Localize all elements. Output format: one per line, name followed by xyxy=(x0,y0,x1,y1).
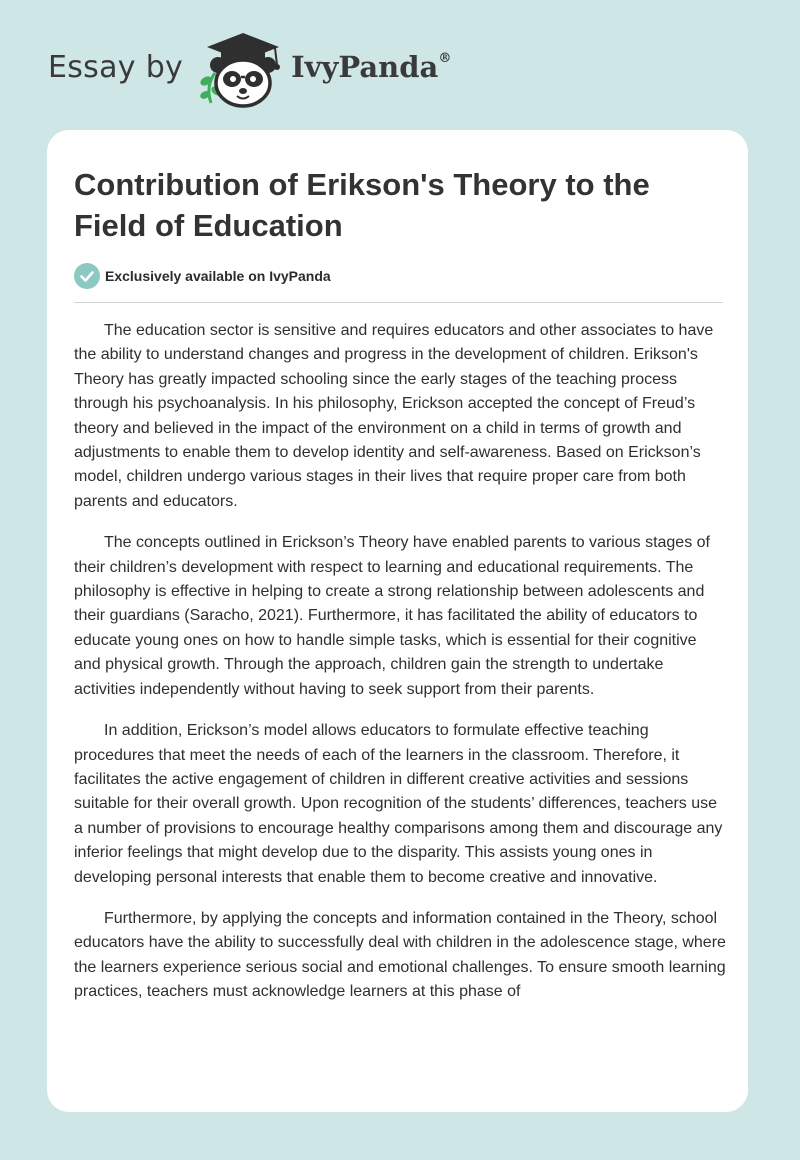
title-divider xyxy=(74,302,723,303)
panda-graduate-icon xyxy=(197,31,289,109)
essay-paragraph: The concepts outlined in Erickson’s Theory have enabled parents to various stages of their children’s development with respect to learning and educational requirements. The philosophy is effective in helping to create a strong relationship between adolescents and their guardians (Saracho, 2021). Furthermore, it has facilitated the ability of educators to educate young ones on how to handle simple tasks, which is essential for their cognitive and physical growth. Through the approach, children gain the strength to undertake activities independently without having to seek support from their parents. xyxy=(74,534,710,698)
check-circle-icon xyxy=(74,263,100,289)
site-header-brand[interactable] xyxy=(48,30,451,110)
essay-paragraph: Furthermore, by applying the concepts and information contained in the Theory, school educators have the ability to successfully deal with children in the adolescence stage, where the learners experience serious social and emotional challenges. To ensure smooth learning practices, teachers must acknowledge learners at this phase of xyxy=(74,909,726,1001)
registered-mark: ® xyxy=(438,51,452,67)
essay-by-label: Essay by xyxy=(48,49,184,85)
essay-paragraph: In addition, Erickson’s model allows educators to formulate effective teaching procedures that meet the needs of each of the learners in the classroom. Therefore, it facilitates the active engagement of children in different creative activities and sessions suitable for their overall growth. Upon recognition of the students’ differences, teachers use a number of provisions to encourage healthy comparisons among them and discourage any inferior feelings that might develop due to the disparity. This assists young ones in developing personal interests that enable them to become creative and innovative. xyxy=(74,722,723,886)
exclusive-badge-text: Exclusively available on IvyPanda xyxy=(105,268,331,284)
brand-name xyxy=(291,50,451,84)
essay-card xyxy=(47,130,748,1112)
brand-name-text: IvyPanda xyxy=(291,50,439,84)
essay-title: Contribution of Erikson's Theory to the Field of Education xyxy=(74,167,650,243)
essay-body xyxy=(74,319,726,1022)
essay-paragraph: The education sector is sensitive and requires educators and other associates to have the ability to understand changes and progress in the development of children. Erikson's Theory has greatly impacted schooling since the early stages of the teaching process through his psychoanalysis. In his philosophy, Erickson accepted the concept of Freud’s theory and believed in the impact of the environment on a child in terms of growth and adjustments to enable them to develop identity and self-awareness. Based on Erickson’s model, children undergo various stages in their lives that require proper care from both parents and educators. xyxy=(74,322,714,510)
exclusive-badge xyxy=(74,263,331,289)
